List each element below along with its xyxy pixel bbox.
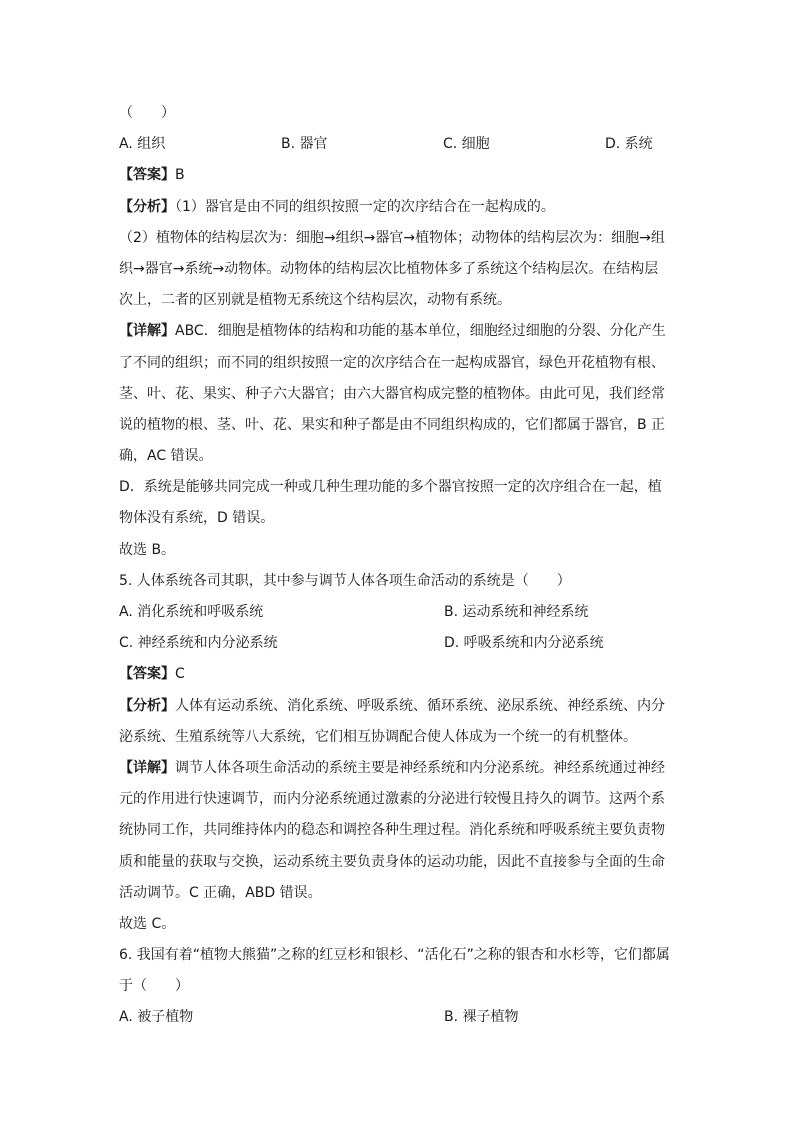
q4-option-a: A. 组织 (119, 136, 166, 153)
q5-detail-line-3: 统协同工作，共同维持体内的稳态和调控各种生理过程。消化系统和呼吸系统主要负责物 (119, 822, 665, 839)
q5-options-row-1 (119, 597, 675, 628)
q5-choose: 故选 C。 (119, 915, 176, 932)
q5-option-a: A. 消化系统和呼吸系统 (119, 604, 264, 620)
q4-detail-line-1 (119, 316, 675, 347)
q4-option-d: D. 系统 (605, 136, 653, 153)
q4-detail-line-7: 物体没有系统，D 错误。 (119, 510, 275, 527)
analysis-tag: 【分析】 (119, 198, 175, 215)
q4-option-b: B. 器官 (281, 136, 328, 153)
q4-detail-line-2: 了不同的组织；而不同的组织按照一定的次序结合在一起构成器官，绿色开花植物有根、 (119, 354, 665, 371)
q4-choose: 故选 B。 (119, 541, 176, 558)
q5-detail-line-4: 质和能量的获取与交换，运动系统主要负责身体的运动功能，因此不直接参与全面的生命 (119, 853, 665, 870)
q5-option-d: D. 呼吸系统和内分泌系统 (444, 635, 604, 652)
q4-answer (119, 160, 675, 191)
analysis-text: （1）器官是由不同的组织按照一定的次序结合在一起构成的。 (175, 198, 555, 215)
q4-options (119, 129, 675, 160)
q5-answer (119, 659, 675, 690)
q4-detail-line-4: 说的植物的根、茎、叶、花、果实和种子都是由不同组织构成的，它们都属于器官，B 正 (119, 416, 666, 433)
q4-detail-line-3: 茎、叶、花、果实、种子六大器官；由六大器官构成完整的植物体。由此可见，我们经常 (119, 385, 665, 402)
q4-analysis-line-4: 次上，二者的区别就是植物无系统这个结构层次，动物有系统。 (119, 292, 511, 309)
document-content (119, 98, 675, 1034)
detail-text: 调节人体各项生命活动的系统主要是神经系统和内分泌系统。神经系统通过神经 (175, 759, 665, 776)
q6-stem-line-2: 于（ ） (119, 978, 189, 995)
q4-option-c: C. 细胞 (443, 136, 490, 153)
detail-tag: 【详解】 (119, 759, 175, 776)
q6-options-row-1 (119, 1002, 675, 1033)
q5-analysis-line-1 (119, 691, 675, 722)
answer-value: C (175, 666, 185, 683)
q4-detail-line-5: 确，AC 错误。 (119, 448, 213, 465)
q5-option-b: B. 运动系统和神经系统 (444, 604, 589, 620)
analysis-text: 人体有运动系统、消化系统、呼吸系统、循环系统、泌尿系统、神经系统、内分 (175, 697, 665, 714)
detail-text: ABC．细胞是植物体的结构和功能的基本单位，细胞经过细胞的分裂、分化产生 (175, 323, 666, 340)
q4-analysis-line-1 (119, 192, 675, 223)
q5-detail-line-1 (119, 753, 675, 784)
q6-option-b: B. 裸子植物 (444, 1009, 519, 1026)
answer-tag: 【答案】 (119, 666, 175, 683)
q4-detail-line-6: D．系统是能够共同完成一种或几种生理功能的多个器官按照一定的次序组合在一起，植 (119, 479, 662, 496)
q4-analysis-line-2: （2）植物体的结构层次为：细胞→组织→器官→植物体；动物体的结构层次为：细胞→组 (119, 229, 665, 246)
q5-stem: 5. 人体系统各司其职，其中参与调节人体各项生命活动的系统是（ ） (119, 572, 571, 589)
q6-option-a: A. 被子植物 (119, 1009, 194, 1026)
answer-tag: 【答案】 (119, 167, 175, 184)
analysis-tag: 【分析】 (119, 697, 175, 714)
q5-option-c: C. 神经系统和内分泌系统 (119, 635, 278, 652)
answer-value: B (175, 167, 185, 184)
q4-analysis-line-3: 织→器官→系统→动物体。动物体的结构层次比植物体多了系统这个结构层次。在结构层 (119, 260, 659, 277)
q5-options-row-2 (119, 628, 675, 659)
q5-analysis-line-2: 泌系统、生殖系统等八大系统，它们相互协调配合使人体成为一个统一的有机整体。 (119, 728, 637, 745)
detail-tag: 【详解】 (119, 323, 175, 340)
q6-stem-line-1: 6. 我国有着“植物大熊猫”之称的红豆杉和银杉、“活化石”之称的银杏和水杉等，它们都属 (119, 947, 670, 964)
q4-paren: （ ） (119, 105, 175, 121)
q5-detail-line-2: 元的作用进行快速调节，而内分泌系统通过激素的分泌进行较慢且持久的调节。这两个系 (119, 791, 665, 808)
q5-detail-line-5: 活动调节。C 正确，ABD 错误。 (119, 884, 322, 901)
